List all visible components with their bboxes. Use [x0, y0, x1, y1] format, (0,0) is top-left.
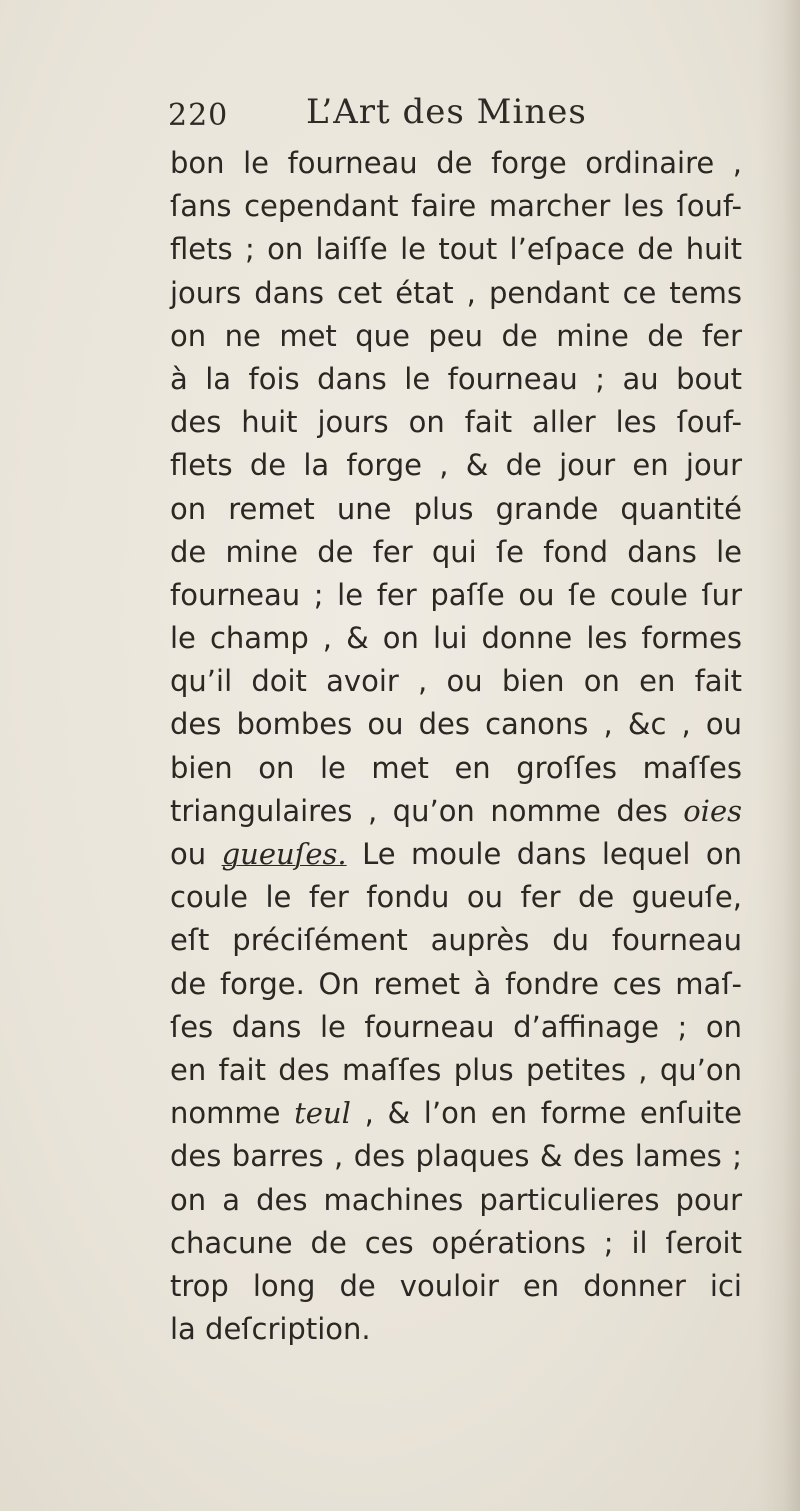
running-title: L’Art des Mines	[306, 92, 587, 132]
text-line: on remet une plus grande quantité	[170, 491, 742, 526]
text-line: de forge. On remet à fondre ces maſ-	[170, 966, 742, 1001]
text-segment: , & l’on en forme enſuite	[350, 1096, 742, 1131]
text-line: des huit jours on fait aller les ſouf-	[170, 405, 742, 440]
text-segment: nomme	[170, 1096, 295, 1131]
text-line: la deſcription.	[170, 1312, 371, 1347]
text-line	[170, 790, 742, 833]
text-line: fourneau ; le fer paſſe ou ſe coule ſur	[170, 577, 742, 612]
text-line: on ne met que peu de mine de fer	[170, 318, 742, 353]
text-line: bon le fourneau de forge ordinaire ,	[170, 146, 742, 180]
text-line: flets de la forge , & de jour en jour	[170, 448, 742, 483]
text-line: eſt préciſément auprès du fourneau	[170, 923, 742, 958]
text-line: coule le fer fondu ou fer de gueuſe,	[170, 880, 742, 915]
text-line: jours dans cet état , pendant ce tems	[170, 275, 742, 310]
text-line: le champ , & on lui donne les formes	[170, 621, 742, 656]
text-line: trop long de vouloir en donner ici	[170, 1268, 742, 1303]
running-head	[168, 92, 648, 140]
text-segment: ou	[170, 837, 222, 871]
italic-term-gueuses: gueuſes.	[221, 837, 347, 871]
text-line: chacune de ces opérations ; il ſeroit	[170, 1225, 742, 1260]
text-line: bien on le met en groſſes maſſes	[170, 750, 742, 785]
italic-term-oies: oies	[683, 793, 742, 828]
text-segment: Le moule dans lequel on	[346, 837, 743, 871]
text-line: de mine de fer qui ſe fond dans le	[170, 534, 742, 569]
text-segment: triangulaires , qu’on nomme des	[170, 793, 684, 828]
text-line	[170, 1092, 742, 1135]
text-line: qu’il doit avoir , ou bien on en fait	[170, 664, 742, 699]
page-edge-shadow	[758, 0, 800, 1511]
text-line	[170, 833, 742, 876]
text-line: ſes dans le fourneau d’affinage ; on	[170, 1009, 742, 1044]
page-number: 220	[168, 98, 229, 133]
text-line: des barres , des plaques & des lames ;	[170, 1139, 742, 1174]
italic-term-teul: teul	[294, 1096, 351, 1131]
body-text	[170, 142, 742, 1351]
text-line: ſans cependant faire marcher les ſouf-	[170, 189, 742, 224]
text-line: en fait des maſſes plus petites , qu’on	[170, 1052, 742, 1087]
text-line: on a des machines particulieres pour	[170, 1182, 742, 1217]
text-line: des bombes ou des canons , &c , ou	[170, 707, 742, 742]
text-line: flets ; on laiſſe le tout l’eſpace de huit	[170, 232, 742, 267]
text-line: à la fois dans le fourneau ; au bout	[170, 361, 742, 396]
